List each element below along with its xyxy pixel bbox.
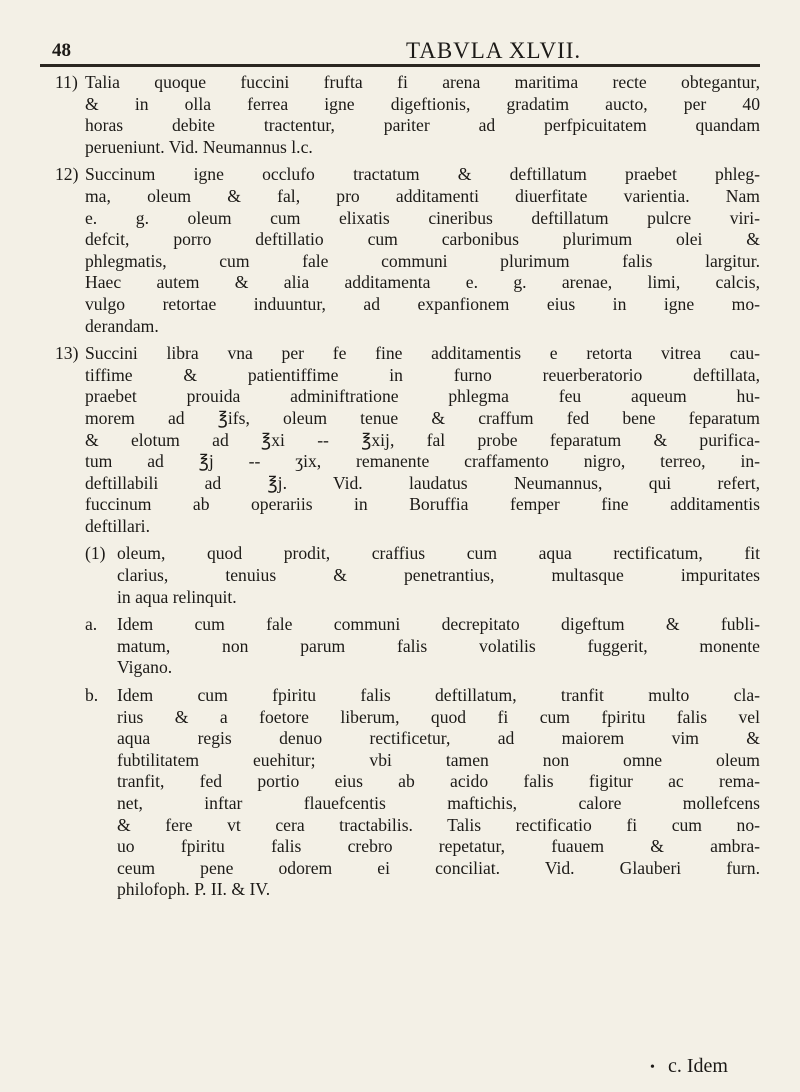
- text-line: & elotum ad ℥xi -- ℥xij, fal probe feparatum & purifica-: [85, 429, 760, 450]
- page-header: [40, 6, 760, 63]
- text-line: fuccinum ab operariis in Boruffia femper fine additamentis: [85, 494, 760, 515]
- text-line: Talia quoque fuccini frufta fi arena maritima recte obtegantur,: [85, 72, 760, 92]
- text-line: uo fpiritu falis crebro repetatur, fuauem & ambra-: [117, 836, 760, 857]
- text-line: oleum, quod prodit, craffius cum aqua rectificatum, fit: [117, 543, 760, 564]
- text-line: horas debite tractentur, pariter ad perfpicuitatem quandam: [85, 115, 760, 136]
- text-line: philofoph. P. II. & IV.: [117, 879, 271, 900]
- running-title: TABVLA XLVII.: [406, 38, 582, 63]
- text-line: in aqua relinquit.: [117, 586, 237, 607]
- text-line: phlegmatis, cum fale communi plurimum falis largitur.: [85, 250, 760, 271]
- text-line: Idem cum fpiritu falis deftillatum, tranfit multo cla-: [117, 685, 760, 706]
- text-line: derandam.: [85, 315, 159, 336]
- text-line: rius & a foetore liberum, quod fi cum fpiritu falis vel: [117, 706, 760, 727]
- text-line: ceum pene odorem ei conciliat. Vid. Glauberi furn.: [117, 857, 760, 878]
- text-line: aqua regis denuo rectificetur, ad maiorem vim &: [117, 728, 760, 749]
- text-line: tranfit, fed portio eius ab acido falis figitur ac rema-: [117, 771, 760, 792]
- text-line: Succinum igne occlufo tractatum & deftillatum praebet phleg-: [85, 164, 760, 185]
- text-line: Succini libra vna per fe fine additamentis e retorta vitrea cau-: [85, 343, 760, 364]
- text-line: Haec autem & alia additamenta e. g. arenae, limi, calcis,: [85, 272, 760, 293]
- paragraph-marker: (1): [85, 543, 106, 564]
- page-number: 48: [52, 40, 71, 61]
- paragraph-4: [55, 543, 760, 608]
- paragraph-marker: 13): [55, 343, 79, 364]
- paragraph-3: [55, 343, 760, 537]
- text-line: clarius, tenuius & penetrantius, multasque impuritates: [117, 565, 760, 586]
- text-line: net, inftar flauefcentis maftichis, calore mollefcens: [117, 793, 760, 813]
- text-line: fubtilitatem euehitur; vbi tamen non omne oleum: [117, 749, 760, 770]
- text-line: perueniunt. Vid. Neumannus l.c.: [85, 136, 313, 157]
- page-body: [55, 72, 760, 907]
- paragraph-marker: b.: [85, 685, 99, 706]
- text-line: deftillabili ad ℥j. Vid. laudatus Neumannus, qui refert,: [85, 472, 760, 493]
- paragraph-2: [55, 164, 760, 337]
- text-line: & fere vt cera tractabilis. Talis rectificatio fi cum no-: [117, 814, 760, 835]
- paragraph-1: [55, 72, 760, 158]
- text-line: morem ad ℥ifs, oleum tenue & craffum fed bene feparatum: [85, 407, 760, 428]
- text-line: tum ad ℥j -- ʒix, remanente craffamento nigro, terreo, in-: [85, 451, 760, 472]
- paragraph-marker: 11): [55, 72, 78, 92]
- header-rule: [40, 64, 760, 67]
- paragraph-marker: a.: [85, 614, 98, 635]
- paragraph-5: [55, 614, 760, 679]
- text-line: Vigano.: [117, 657, 173, 678]
- text-line: Idem cum fale communi decrepitato digeftum & fubli-: [117, 614, 760, 635]
- paragraph-marker: 12): [55, 164, 79, 185]
- text-line: & in olla ferrea igne digeftionis, gradatim aucto, per 40: [85, 93, 760, 114]
- text-line: e. g. oleum cum elixatis cineribus deftillatum pulcre viri-: [85, 207, 760, 228]
- catchword: c. Idem: [668, 1055, 728, 1077]
- paragraph-6: [55, 685, 760, 901]
- catchword-mark: •: [650, 1060, 655, 1075]
- text-line: matum, non parum falis volatilis fuggerit, monente: [117, 635, 760, 656]
- text-line: praebet prouida adminiftratione phlegma feu aqueum hu-: [85, 386, 760, 407]
- text-line: deftillari.: [85, 515, 150, 536]
- text-line: tiffime & patientiffime in furno reuerberatorio deftillata,: [85, 364, 760, 385]
- text-line: vulgo retortae induuntur, ad expanfionem eius in igne mo-: [85, 293, 760, 314]
- text-line: ma, oleum & fal, pro additamenti diuerfitate varientia. Nam: [85, 185, 760, 206]
- text-line: defcit, porro deftillatio cum carbonibus plurimum olei &: [85, 229, 760, 250]
